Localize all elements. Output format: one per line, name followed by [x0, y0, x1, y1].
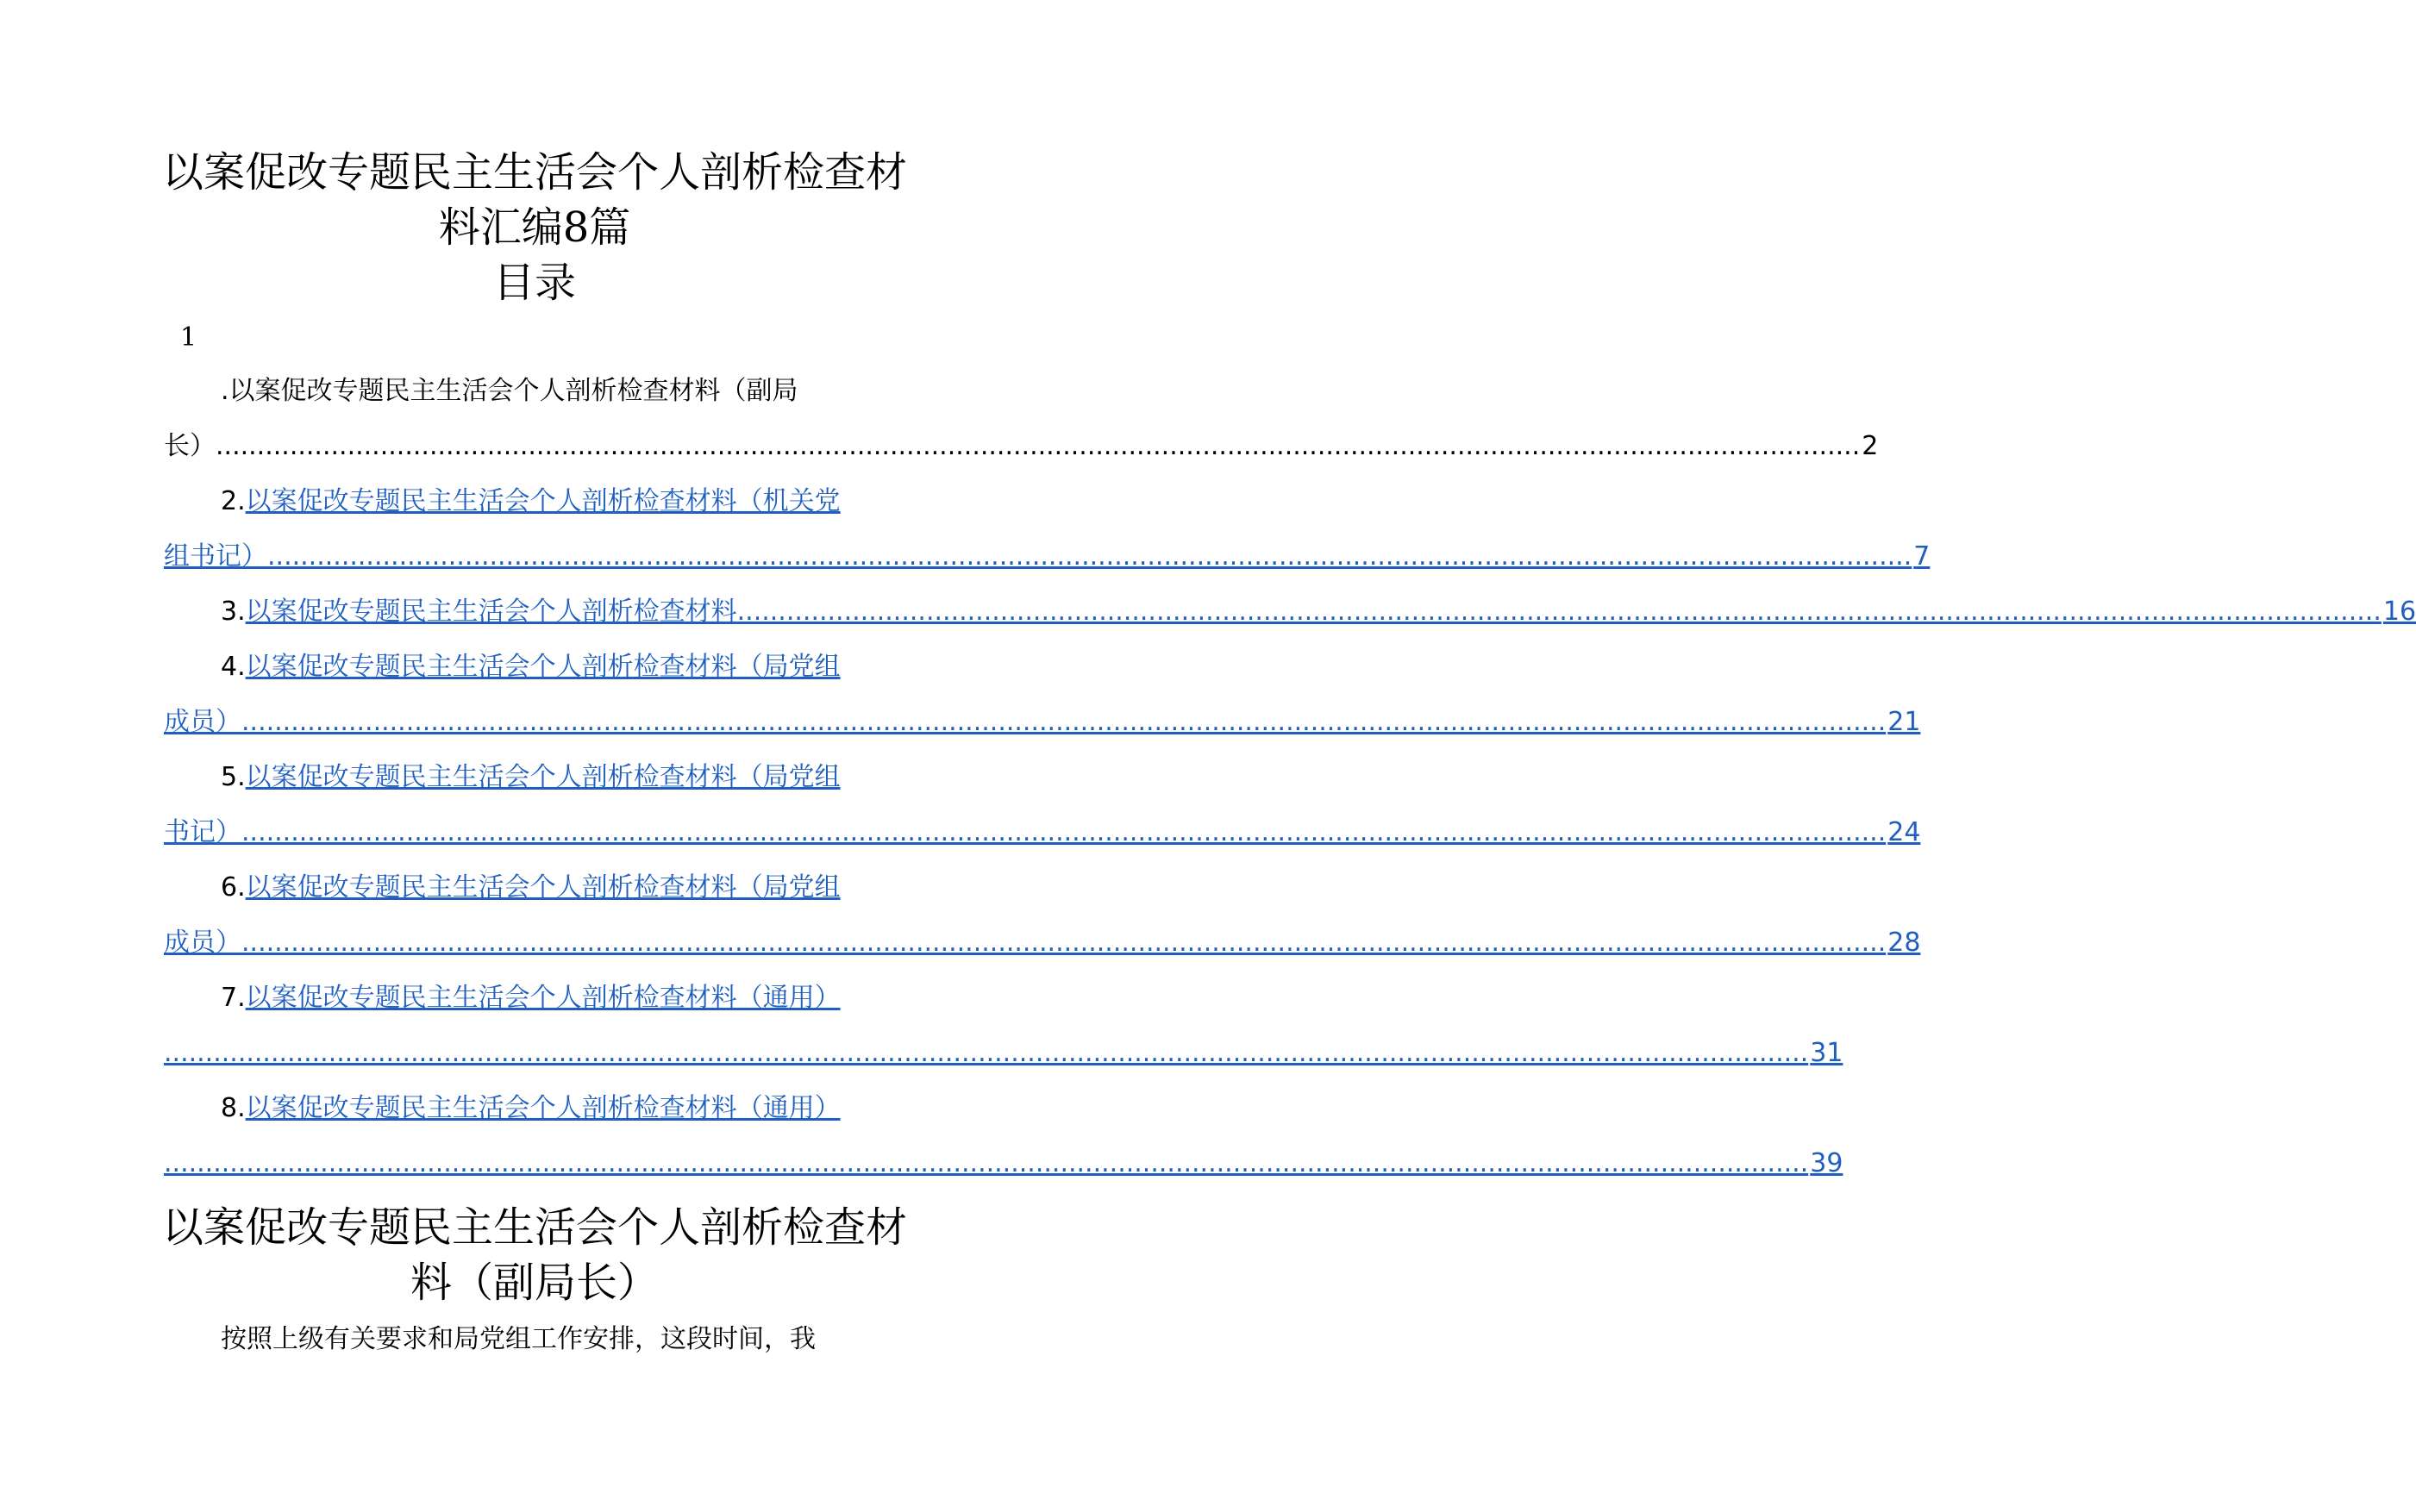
- toc-entry-title-cont[interactable]: 书记）: [164, 817, 241, 847]
- toc-entry-title-cont: 长）: [164, 431, 216, 461]
- toc-entry-5-line2[interactable]: [164, 807, 1921, 859]
- toc-entry-page[interactable]: 21: [1887, 707, 1921, 737]
- toc-entry-number: 3.: [221, 597, 246, 627]
- toc-entry-link[interactable]: 以案促改专题民主生活会个人剖析检查材料（局党组: [245, 762, 841, 792]
- toc-entry-4-line1[interactable]: [164, 641, 909, 693]
- toc-entry-page[interactable]: 16: [2382, 597, 2416, 627]
- toc-entry-title: 以案促改专题民主生活会个人剖析检查材料（副局: [228, 376, 798, 406]
- toc-entry-link[interactable]: 以案促改专题民主生活会个人剖析检查材料（局党组: [245, 872, 841, 903]
- toc-entry-page[interactable]: 31: [1810, 1038, 1843, 1068]
- toc-entry-link[interactable]: 以案促改专题民主生活会个人剖析检查材料（局党组: [245, 652, 841, 682]
- toc-entry-number: 2.: [221, 486, 246, 516]
- toc-heading: 目录: [492, 259, 576, 307]
- document-title-prefix: 料汇编: [438, 203, 563, 252]
- toc-entry-2-line1[interactable]: [164, 476, 909, 528]
- toc-entry-5-line1[interactable]: [164, 752, 909, 803]
- toc-entry-1-line1[interactable]: [164, 366, 909, 417]
- toc-entry-link[interactable]: 以案促改专题民主生活会个人剖析检查材料（通用）: [245, 983, 841, 1013]
- document-title-count: 8: [562, 203, 590, 252]
- toc-entry-number: 8.: [221, 1093, 246, 1123]
- toc-entry-6-line1[interactable]: [164, 862, 909, 914]
- toc-leader-dots: ........................................................................................................................................................................................................: [216, 431, 1861, 461]
- toc-leader-dots[interactable]: ........................................................................................................................................................................................................: [736, 597, 2382, 627]
- document-title-line2: [129, 200, 940, 255]
- section-title-line2: 料（副局长）: [410, 1259, 659, 1307]
- toc-entry-number: 4.: [221, 652, 246, 682]
- body-paragraph: 按照上级有关要求和局党组工作安排，这段时间，我: [221, 1324, 816, 1354]
- toc-entry-6-line2[interactable]: [164, 917, 1921, 969]
- toc-entry-page[interactable]: 7: [1913, 541, 1931, 572]
- document-title-line1: 以案促改专题民主生活会个人剖析检查材: [161, 148, 907, 197]
- toc-entry-title-cont[interactable]: 组书记）: [164, 541, 267, 572]
- toc-leader-dots[interactable]: ........................................................................................................................................................................................................: [241, 928, 1887, 958]
- toc-entry-link[interactable]: 以案促改专题民主生活会个人剖析检查材料（通用）: [245, 1093, 841, 1123]
- toc-entry-page[interactable]: 28: [1887, 928, 1921, 958]
- document-title-suffix: 篇: [589, 203, 631, 252]
- section-title-line1: 以案促改专题民主生活会个人剖析检查材: [161, 1203, 907, 1252]
- toc-entry-number: .: [221, 376, 229, 406]
- toc-entry-page[interactable]: 39: [1810, 1148, 1843, 1178]
- toc-leader-dots[interactable]: ........................................................................................................................................................................................................: [241, 817, 1887, 847]
- toc-entry-7-line2[interactable]: [164, 1028, 1843, 1079]
- toc-entry-link[interactable]: 以案促改专题民主生活会个人剖析检查材料（机关党: [245, 486, 841, 516]
- toc-entry-link[interactable]: 以案促改专题民主生活会个人剖析检查材料: [245, 597, 737, 627]
- toc-entry-3[interactable]: [164, 586, 2416, 638]
- toc-entry-number: 5.: [221, 762, 246, 792]
- toc-entry-8-line1[interactable]: [164, 1083, 909, 1134]
- toc-entry-title-cont[interactable]: 成员）: [164, 707, 241, 737]
- toc-entry-2-line2[interactable]: [164, 531, 1931, 583]
- toc-stray-number: 1: [180, 322, 197, 353]
- toc-entry-number: 7.: [221, 983, 246, 1013]
- toc-entry-1-line2[interactable]: [164, 421, 1879, 472]
- toc-entry-number: 6.: [221, 872, 246, 903]
- toc-leader-dots[interactable]: ........................................................................................................................................................................................................: [164, 1038, 1809, 1068]
- toc-entry-7-line1[interactable]: [164, 972, 909, 1024]
- toc-entry-4-line2[interactable]: [164, 697, 1921, 748]
- toc-leader-dots[interactable]: ........................................................................................................................................................................................................: [164, 1148, 1809, 1178]
- toc-entry-8-line2[interactable]: [164, 1138, 1843, 1190]
- toc-leader-dots[interactable]: ........................................................................................................................................................................................................: [267, 541, 1912, 572]
- toc-entry-page: 2: [1862, 431, 1879, 461]
- toc-entry-page[interactable]: 24: [1887, 817, 1921, 847]
- toc-entry-title-cont[interactable]: 成员）: [164, 928, 241, 958]
- toc-leader-dots[interactable]: ........................................................................................................................................................................................................: [241, 707, 1887, 737]
